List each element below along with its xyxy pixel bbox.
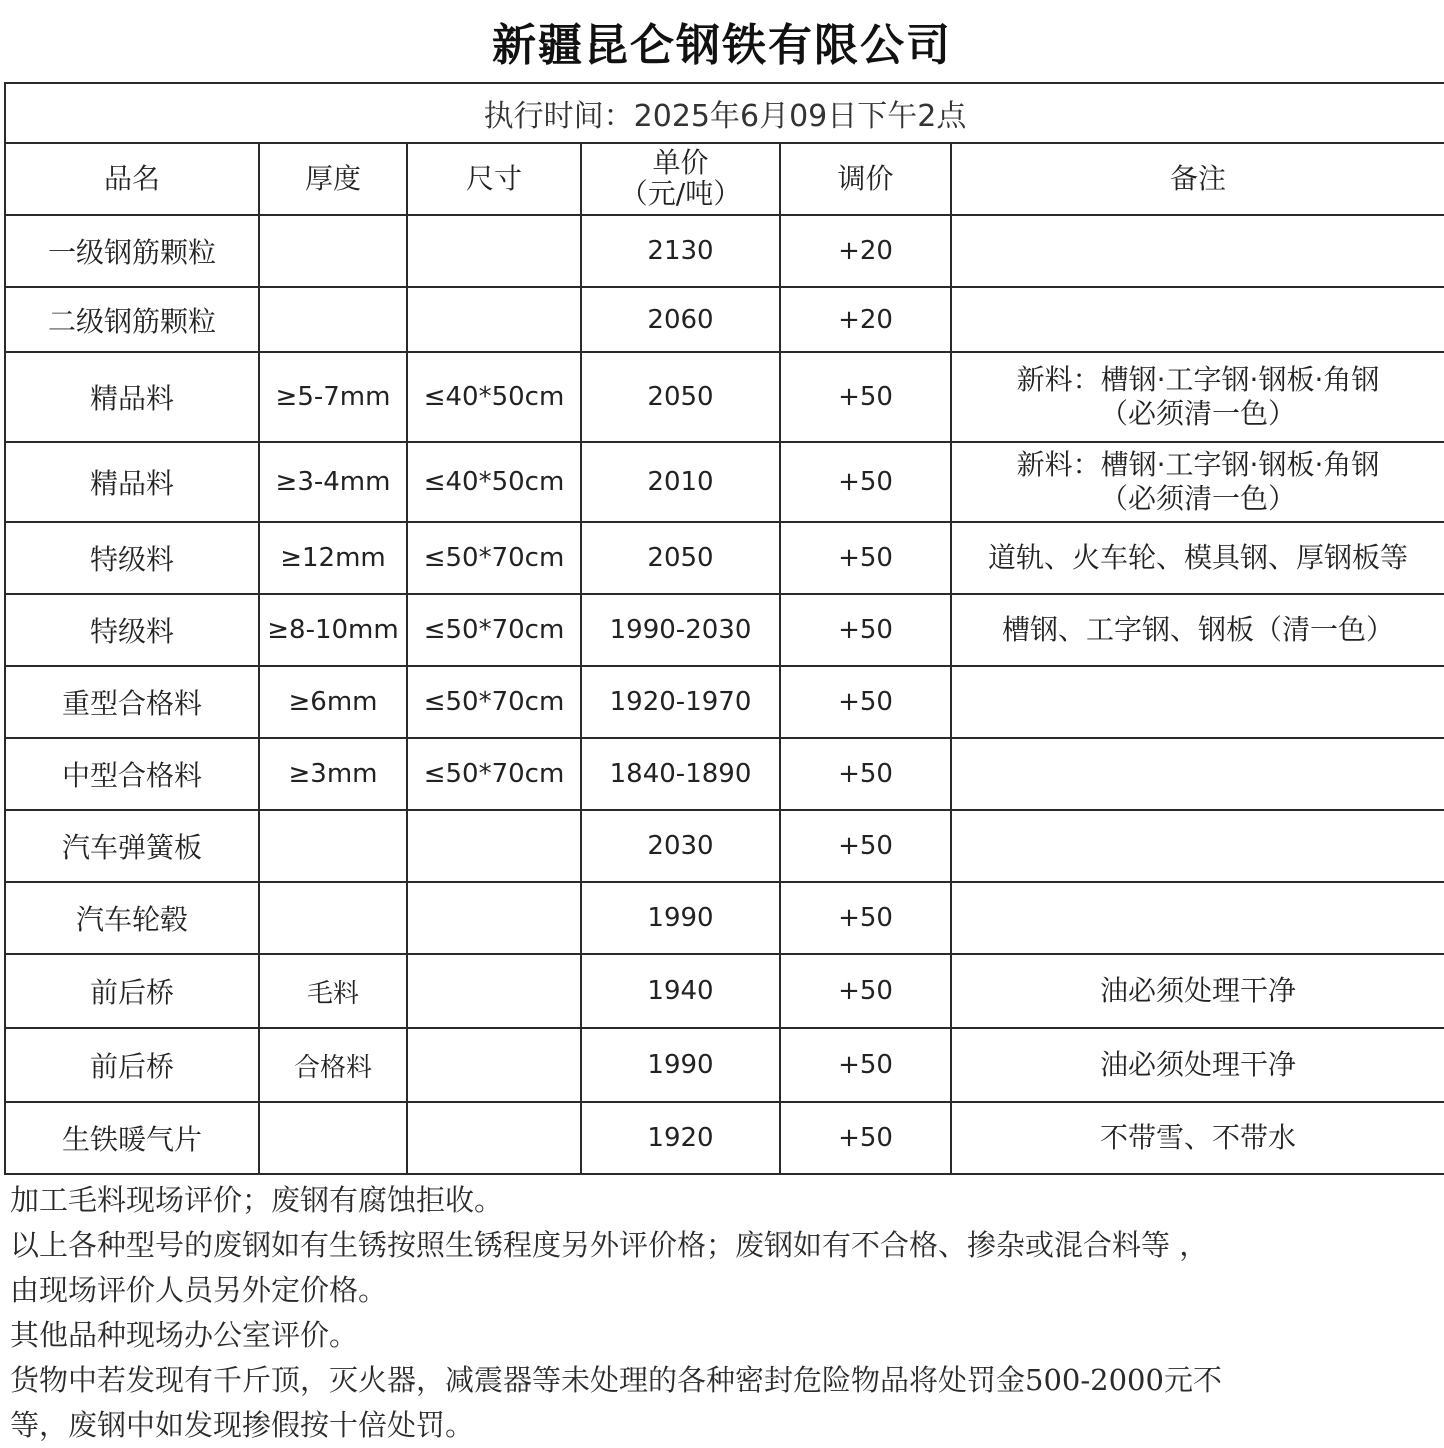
cell-remark [951,594,1444,666]
note-line: 其他品种现场办公室评价。 [10,1318,359,1352]
cell-price: 2050 [581,522,780,594]
price-table [4,82,1444,1175]
cell-name: 特级料 [5,594,259,666]
cell-price: 1940 [581,954,780,1028]
cell-adjust: +50 [780,810,951,882]
remark-line: 油必须处理干净 [1100,1048,1297,1082]
cell-thickness [259,882,407,954]
cell-name: 中型合格料 [5,738,259,810]
cell-size: ≤50*70cm [407,522,581,594]
cell-price: 2060 [581,287,780,352]
exec-time-row [5,83,1444,143]
remark-line: （必须清一色） [1100,397,1297,430]
cell-size [407,954,581,1028]
cell-size [407,215,581,287]
cell-adjust: +50 [780,666,951,738]
cell-name: 重型合格料 [5,666,259,738]
cell-size [407,882,581,954]
cell-price: 1840-1890 [581,738,780,810]
cell-name: 精品料 [5,442,259,522]
cell-remark [951,666,1444,738]
cell-remark [951,442,1444,522]
note-line: 加工毛料现场评价；废钢有腐蚀拒收。 [10,1183,504,1217]
cell-adjust: +50 [780,1028,951,1102]
note-line: 由现场评价人员另外定价格。 [10,1273,388,1307]
cell-name: 二级钢筋颗粒 [5,287,259,352]
cell-name: 一级钢筋颗粒 [5,215,259,287]
header-row [5,143,1444,215]
cell-thickness [259,215,407,287]
company-title: 新疆昆仑钢铁有限公司 [492,20,952,71]
cell-size [407,287,581,352]
cell-thickness: ≥12mm [259,522,407,594]
cell-adjust: +50 [780,1102,951,1174]
exec-time: 执行时间：2025年6月09日下午2点 [5,83,1444,143]
cell-size: ≤50*70cm [407,738,581,810]
cell-name: 生铁暖气片 [5,1102,259,1174]
cell-adjust: +50 [780,522,951,594]
cell-thickness: ≥3-4mm [259,442,407,522]
cell-thickness [259,1102,407,1174]
cell-adjust: +20 [780,287,951,352]
header-name: 品名 [5,143,259,215]
cell-thickness: ≥6mm [259,666,407,738]
table-row [5,1028,1444,1102]
note-line: 货物中若发现有千斤顶，灭火器，减震器等未处理的各种密封危险物品将处罚金500-2000元不 [10,1363,1222,1397]
table-row [5,522,1444,594]
cell-size: ≤40*50cm [407,442,581,522]
cell-remark [951,810,1444,882]
cell-remark [951,522,1444,594]
remark-line: 新料：槽钢·工字钢·钢板·角钢 [1016,448,1380,482]
cell-adjust: +20 [780,215,951,287]
cell-price: 1990-2030 [581,594,780,666]
cell-size: ≤50*70cm [407,594,581,666]
table-row [5,738,1444,810]
remark-line: （必须清一色） [1100,482,1297,515]
note-line: 以上各种型号的废钢如有生锈按照生锈程度另外评价格；废钢如有不合格、掺杂或混合料等 ， [10,1228,1209,1262]
cell-thickness: 毛料 [259,954,407,1028]
header-price-line2: （元/吨） [619,177,742,210]
remark-line: 不带雪、不带水 [1100,1121,1297,1155]
cell-thickness [259,810,407,882]
cell-adjust: +50 [780,352,951,442]
header-size: 尺寸 [407,143,581,215]
table-row [5,594,1444,666]
cell-thickness: 合格料 [259,1028,407,1102]
cell-name: 汽车弹簧板 [5,810,259,882]
cell-adjust: +50 [780,442,951,522]
cell-adjust: +50 [780,594,951,666]
cell-size: ≤40*50cm [407,352,581,442]
cell-thickness: ≥5-7mm [259,352,407,442]
cell-remark [951,352,1444,442]
cell-name: 前后桥 [5,1028,259,1102]
remark-line: 油必须处理干净 [1100,974,1297,1008]
cell-name: 前后桥 [5,954,259,1028]
cell-thickness [259,287,407,352]
table-row [5,442,1444,522]
cell-price: 2010 [581,442,780,522]
remark-line: 槽钢、工字钢、钢板（清一色） [1002,613,1395,647]
cell-remark [951,215,1444,287]
table-row [5,287,1444,352]
cell-name: 汽车轮毂 [5,882,259,954]
cell-remark [951,882,1444,954]
cell-remark [951,738,1444,810]
table-row [5,666,1444,738]
cell-size [407,810,581,882]
cell-thickness: ≥3mm [259,738,407,810]
cell-name: 精品料 [5,352,259,442]
cell-price: 2030 [581,810,780,882]
cell-price: 1920-1970 [581,666,780,738]
header-remark: 备注 [951,143,1444,215]
table-row [5,352,1444,442]
table-row [5,810,1444,882]
header-thickness: 厚度 [259,143,407,215]
cell-adjust: +50 [780,954,951,1028]
cell-price: 2050 [581,352,780,442]
notes [10,1178,1440,1448]
cell-price: 1990 [581,882,780,954]
table-row [5,1102,1444,1174]
cell-remark [951,954,1444,1028]
cell-size [407,1028,581,1102]
cell-size [407,1102,581,1174]
remark-line: 新料：槽钢·工字钢·钢板·角钢 [1016,363,1380,397]
remark-line: 道轨、火车轮、模具钢、厚钢板等 [988,541,1409,575]
cell-size: ≤50*70cm [407,666,581,738]
header-price [581,143,780,215]
cell-remark [951,1102,1444,1174]
cell-name: 特级料 [5,522,259,594]
note-line: 等，废钢中如发现掺假按十倍处罚。 [10,1408,475,1442]
cell-thickness: ≥8-10mm [259,594,407,666]
cell-remark [951,1028,1444,1102]
header-adjust: 调价 [780,143,951,215]
cell-remark [951,287,1444,352]
cell-adjust: +50 [780,882,951,954]
cell-price: 1990 [581,1028,780,1102]
table-row [5,215,1444,287]
table-row [5,954,1444,1028]
cell-price: 1920 [581,1102,780,1174]
cell-adjust: +50 [780,738,951,810]
table-row [5,882,1444,954]
cell-price: 2130 [581,215,780,287]
header-price-line1: 单价 [652,146,709,180]
